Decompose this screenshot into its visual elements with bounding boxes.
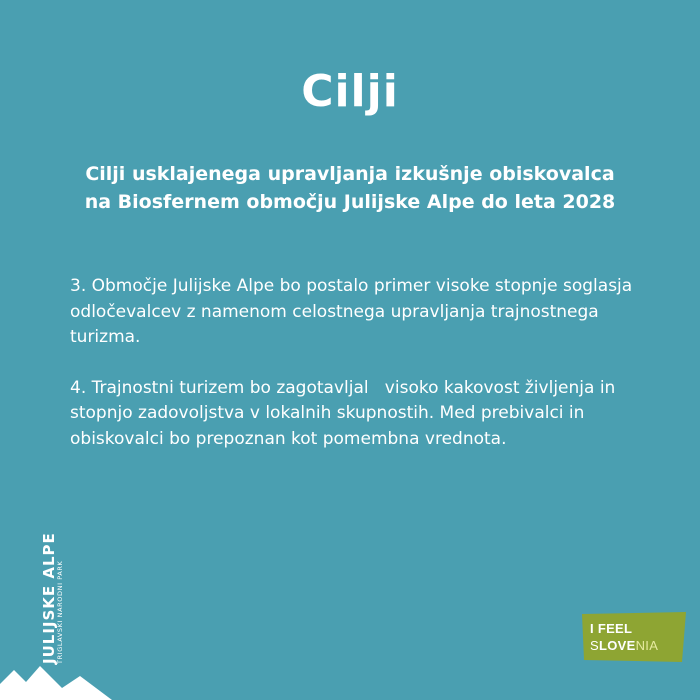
goal-paragraph-4: 4. Trajnostni turizem bo zagotavljal visoko kakovost življenja in stopnjo zadovoljstva v lokalnih skupnostih. Med prebivalci in obiskovalci bo prepoznan kot pomembna vrednota. [70,377,621,449]
goal-paragraph-3: 3. Območje Julijske Alpe bo postalo primer visoke stopnje soglasja odločevalcev z namenom celostnega upravljanja trajnostnega turizma. [70,276,633,347]
logo-love: LOVE [598,638,636,653]
page-subtitle [50,160,650,216]
logo-line-2 [590,638,658,653]
i-feel-slovenia-logo [582,612,686,662]
logo-main-text: JULIJSKE ALPE [40,532,58,664]
mountains-icon [0,660,120,700]
logo-sub-text: TRIGLAVSKI NARODNI PARK [56,560,64,664]
goals-text [70,274,670,477]
subtitle-line-2: na Biosfernem območju Julijske Alpe do leta 2028 [84,191,616,213]
page-title: Cilji [301,66,399,117]
logo-s: S [590,638,599,653]
logo-line-1: I FEEL [590,621,633,636]
subtitle-line-1: Cilji usklajenega upravljanja izkušnje obiskovalca [85,163,615,185]
logo-nia: NIA [635,638,659,653]
i-feel-slovenia-badge-icon [582,612,686,662]
julijske-alpe-logo [0,520,120,700]
